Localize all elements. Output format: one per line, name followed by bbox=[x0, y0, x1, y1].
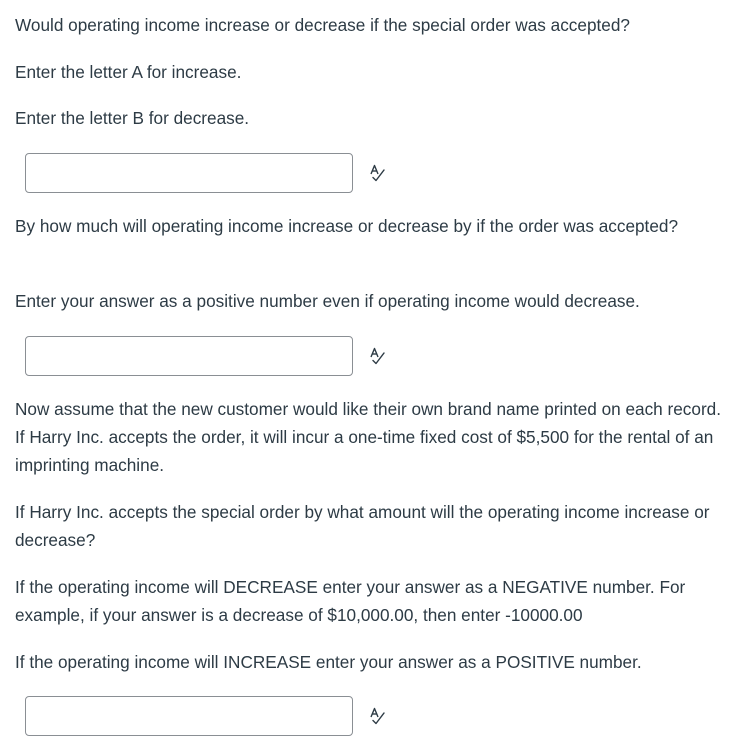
spellcheck-icon[interactable] bbox=[368, 164, 386, 182]
question-3-answer-row bbox=[25, 696, 405, 738]
question-3-scenario: Now assume that the new customer would like their own brand name printed on each record. If Harry Inc. accepts the order, it will incur a one-time fixed cost of $5,500 for the rental of an imprinting machine. bbox=[15, 399, 722, 475]
question-2-answer-input[interactable] bbox=[25, 336, 353, 376]
question-2-instruction: Enter your answer as a positive number even if operating income would decrease. bbox=[15, 291, 640, 311]
question-1-prompt: Would operating income increase or decrease if the special order was accepted? bbox=[15, 15, 630, 35]
question-1-answer-row bbox=[25, 153, 405, 195]
spellcheck-icon[interactable] bbox=[368, 347, 386, 365]
question-1-answer-input[interactable] bbox=[25, 153, 353, 193]
question-2-prompt: By how much will operating income increase or decrease by if the order was accepted? bbox=[15, 216, 679, 236]
question-1-instruction-b: Enter the letter B for decrease. bbox=[15, 108, 250, 128]
question-3-instruction-negative: If the operating income will DECREASE enter your answer as a NEGATIVE number. For example, if your answer is a decrease of $10,000.00, then enter -10000.00 bbox=[15, 577, 686, 625]
question-1-instruction-a: Enter the letter A for increase. bbox=[15, 62, 242, 82]
question-2-answer-row bbox=[25, 336, 405, 378]
question-3-answer-input[interactable] bbox=[25, 696, 353, 736]
question-3-prompt: If Harry Inc. accepts the special order by what amount will the operating income increase or decrease? bbox=[15, 502, 710, 550]
question-3-instruction-positive: If the operating income will INCREASE enter your answer as a POSITIVE number. bbox=[15, 652, 642, 672]
spellcheck-icon[interactable] bbox=[368, 707, 386, 725]
